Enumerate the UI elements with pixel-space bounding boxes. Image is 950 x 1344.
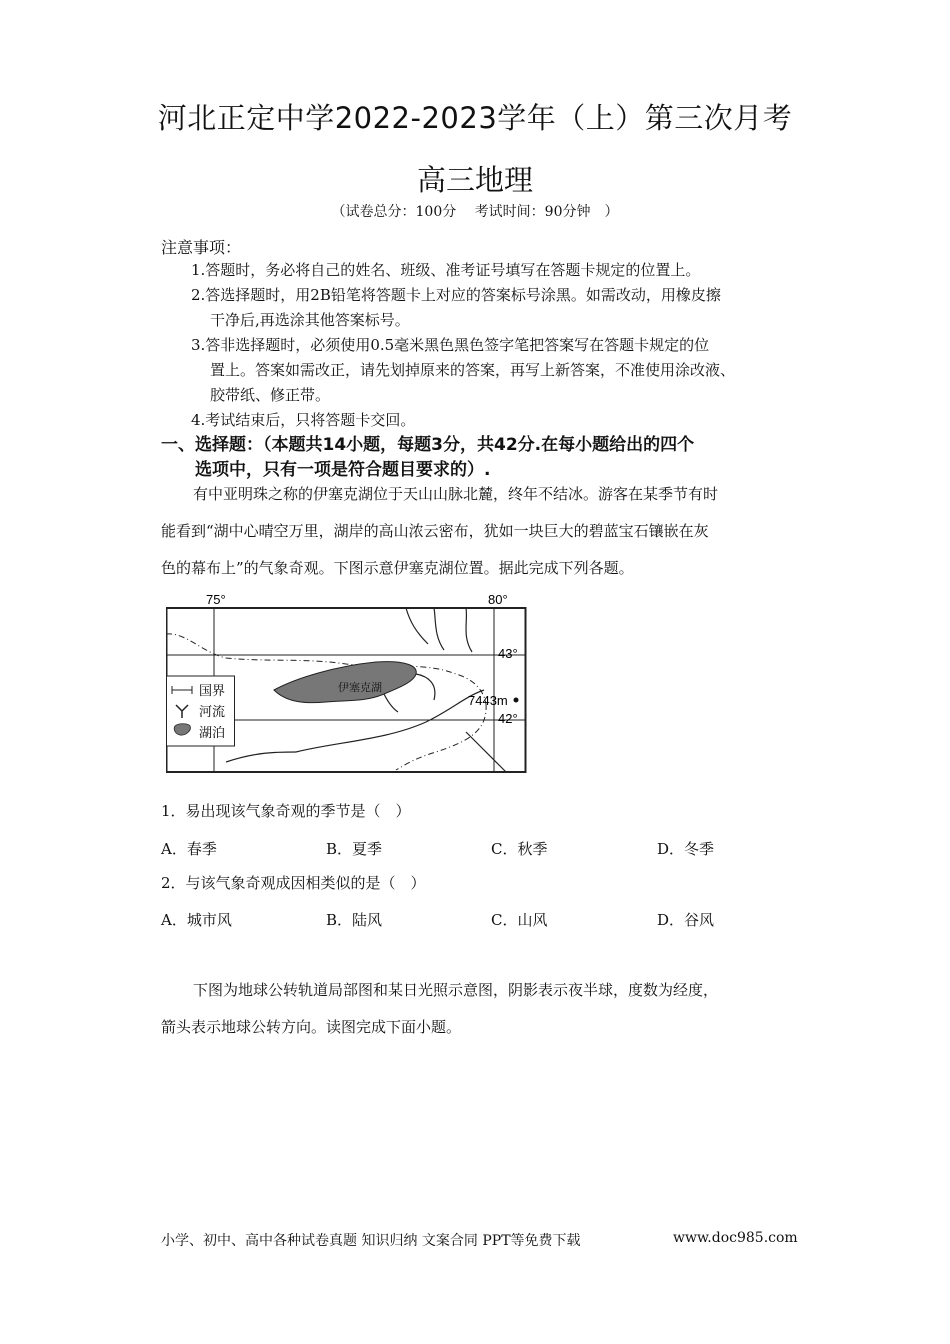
notice-item-2-line2: 干净后,再选涂其他答案标号。: [210, 311, 410, 329]
river-inflow: [416, 674, 435, 700]
legend-label-river: 河流: [199, 704, 226, 719]
notice-item-4: [191, 408, 415, 433]
issyk-kul-map: [166, 592, 536, 774]
passage-1-text1: 有中亚明珠之称的伊塞克湖位于天山山脉北麓，终年不结冰。游客在某季节有时: [193, 485, 719, 503]
passage-1-line3: 色的幕布上”的气象奇观。下图示意伊塞克湖位置。据此完成下列各题。: [161, 559, 634, 577]
river-east: [466, 732, 506, 772]
question-2-option-a[interactable]: A．城市风: [161, 911, 232, 929]
peak-label: 7443m: [468, 693, 508, 708]
notice-item-3-line2: 置上。答案如需改正，请先划掉原来的答案，再写上新答案，不准使用涂改液、: [210, 361, 736, 379]
legend-label-border: 国界: [199, 683, 226, 698]
section-heading-line1: 一、选择题：（本题共14小题，每题3分，共42分.在每小题给出的四个: [161, 435, 695, 455]
lake-label: 伊塞克湖: [338, 682, 382, 694]
river-inflow-2: [384, 694, 398, 712]
notice-item-2: [191, 283, 721, 333]
notice-item-4-line: 4.考试结束后，只将答题卡交回。: [191, 411, 416, 429]
question-2-option-b[interactable]: B．陆风: [326, 911, 383, 929]
question-2-option-d[interactable]: D．谷风: [657, 911, 715, 929]
subject-title: 高三地理: [416, 163, 533, 197]
notice-item-3-line3: 胶带纸、修正带。: [210, 386, 331, 404]
passage-2-line2: 箭头表示地球公转方向。读图完成下面小题。: [161, 1018, 462, 1036]
section-heading-line2: 选项中，只有一项是符合题目要求的）.: [195, 460, 491, 480]
passage-2: [161, 972, 781, 1046]
question-1-option-c[interactable]: C．秋季: [491, 840, 548, 858]
lat-label-42: 42°: [498, 711, 518, 726]
river-2: [434, 608, 444, 650]
question-1-option-d[interactable]: D．冬季: [657, 840, 715, 858]
question-1-stem: 1．易出现该气象奇观的季节是（ ）: [161, 802, 411, 820]
passage-2-line1: [161, 972, 781, 1009]
legend-label-lake: 湖泊: [199, 725, 226, 740]
passage-2-text1: 下图为地球公转轨道局部图和某日光照示意图，阴影表示夜半球，度数为经度，: [193, 981, 719, 999]
notice-item-1: [191, 258, 700, 283]
footer: [161, 1230, 798, 1250]
notice-item-2-line1: 2.答选择题时，用2B铅笔将答题卡上对应的答案标号涂黑。如需改动，用橡皮擦: [191, 286, 721, 304]
exam-info: （试卷总分：100分 考试时间：90分钟 ）: [331, 204, 619, 220]
question-1-option-a[interactable]: A．春季: [161, 840, 217, 858]
passage-1-line2: 能看到“湖中心晴空万里，湖岸的高山浓云密布，犹如一块巨大的碧蓝宝石镶嵌在灰: [161, 522, 709, 540]
footer-text: 小学、初中、高中各种试卷真题 知识归纳 文案合同 PPT等免费下载: [161, 1233, 581, 1249]
exam-title: 河北正定中学2022-2023学年（上）第三次月考: [157, 101, 793, 135]
notice-item-1-line: 1.答题时，务必将自己的姓名、班级、准考证号填写在答题卡规定的位置上。: [191, 261, 701, 279]
peak-marker: [514, 698, 519, 703]
question-2-stem: 2．与该气象奇观成因相类似的是（ ）: [161, 874, 426, 892]
notice-item-3: [191, 333, 735, 408]
question-1-option-b[interactable]: B．夏季: [326, 840, 383, 858]
lon-label-80: 80°: [488, 592, 508, 607]
lat-label-43: 43°: [498, 646, 518, 661]
passage-1: [161, 476, 781, 587]
footer-url[interactable]: www.doc985.com: [673, 1230, 798, 1246]
river-1: [406, 608, 428, 644]
question-2-option-c[interactable]: C．山风: [491, 911, 548, 929]
river-sw: [226, 752, 296, 762]
notice-heading: 注意事项：: [161, 238, 242, 257]
lon-label-75: 75°: [206, 592, 226, 607]
river-3: [466, 608, 472, 652]
notice-item-3-line1: 3.答非选择题时，必须使用0.5毫米黑色黑色签字笔把答案写在答题卡规定的位: [191, 336, 710, 354]
passage-1-line1: [161, 476, 781, 513]
